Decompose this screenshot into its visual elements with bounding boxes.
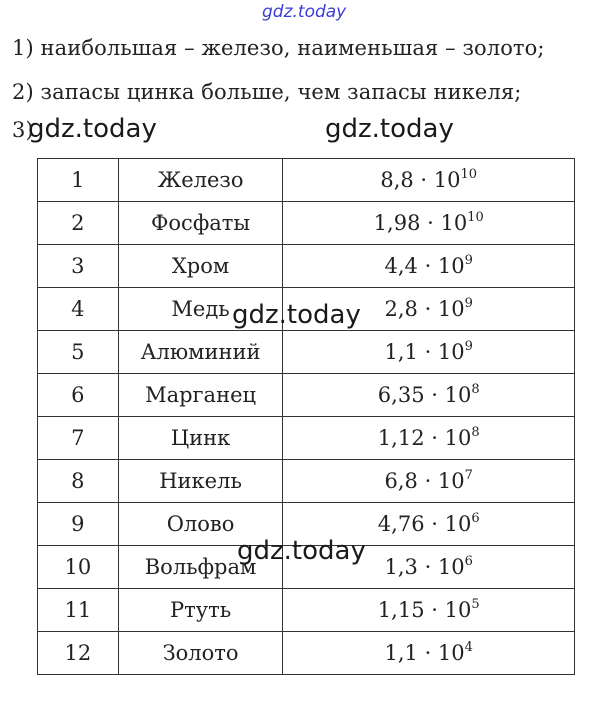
reserves-table [37,158,575,675]
mantissa: 6,35 [377,383,425,407]
exponent: 10 [467,210,484,225]
multiply-sign: · [417,340,438,364]
base: 10 [437,641,465,665]
resource-name: Никель [118,460,283,503]
base: 10 [437,469,465,493]
row-number: 9 [38,503,119,546]
answer-line-3: 3) [12,118,34,142]
reserve-value [283,460,575,503]
resource-name: Цинк [118,417,283,460]
table-row [38,202,575,245]
reserve-value [283,374,575,417]
mantissa: 1,1 [384,641,418,665]
base: 10 [444,383,472,407]
base: 10 [437,340,465,364]
multiply-sign: · [424,598,445,622]
exponent: 8 [471,425,480,440]
multiply-sign: · [417,641,438,665]
base: 10 [444,598,472,622]
table-row [38,159,575,202]
exponent: 7 [464,468,473,483]
table-row [38,460,575,503]
multiply-sign: · [424,426,445,450]
row-number: 12 [38,632,119,675]
exponent: 9 [464,253,473,268]
row-number: 4 [38,288,119,331]
resource-name: Марганец [118,374,283,417]
mantissa: 2,8 [384,297,418,321]
multiply-sign: · [420,211,441,235]
exponent: 9 [464,296,473,311]
exponent: 6 [471,511,480,526]
base: 10 [437,555,465,579]
base: 10 [437,254,465,278]
row-number: 5 [38,331,119,374]
answer-line-1: 1) наибольшая – железо, наименьшая – золото; [12,36,545,60]
base: 10 [444,512,472,536]
reserve-value [283,202,575,245]
multiply-sign: · [417,254,438,278]
multiply-sign: · [413,168,434,192]
base: 10 [437,297,465,321]
base: 10 [444,426,472,450]
mantissa: 1,98 [373,211,421,235]
watermark-top: gdz.today [262,2,347,22]
row-number: 3 [38,245,119,288]
answer-line-2: 2) запасы цинка больше, чем запасы никеля; [12,80,522,104]
mantissa: 1,12 [377,426,425,450]
table-row [38,331,575,374]
reserve-value [283,589,575,632]
table-row [38,374,575,417]
multiply-sign: · [417,297,438,321]
resource-name: Алюминий [118,331,283,374]
resource-name: Вольфрам [118,546,283,589]
watermark: gdz.today [237,536,366,566]
exponent: 9 [464,339,473,354]
row-number: 11 [38,589,119,632]
reserve-value [283,159,575,202]
exponent: 4 [464,640,473,655]
mantissa: 1,15 [377,598,425,622]
base: 10 [440,211,468,235]
reserve-value [283,417,575,460]
multiply-sign: · [417,555,438,579]
watermark: gdz.today [232,300,361,330]
row-number: 6 [38,374,119,417]
multiply-sign: · [424,383,445,407]
resource-name: Медь [118,288,283,331]
exponent: 6 [464,554,473,569]
exponent: 5 [471,597,480,612]
table-row [38,417,575,460]
exponent: 8 [471,382,480,397]
resource-name: Золото [118,632,283,675]
base: 10 [433,168,461,192]
row-number: 2 [38,202,119,245]
row-number: 8 [38,460,119,503]
mantissa: 1,3 [384,555,418,579]
reserve-value [283,245,575,288]
resource-name: Железо [118,159,283,202]
multiply-sign: · [417,469,438,493]
reserve-value [283,331,575,374]
reserve-value [283,632,575,675]
mantissa: 6,8 [384,469,418,493]
resource-name: Хром [118,245,283,288]
mantissa: 1,1 [384,340,418,364]
exponent: 10 [460,167,478,182]
resource-name: Олово [118,503,283,546]
table-row [38,589,575,632]
table-row [38,632,575,675]
resource-name: Фосфаты [118,202,283,245]
row-number: 7 [38,417,119,460]
row-number: 1 [38,159,119,202]
mantissa: 4,76 [377,512,425,536]
table-row [38,245,575,288]
watermark: gdz.today [325,114,454,144]
mantissa: 4,4 [384,254,418,278]
mantissa: 8,8 [380,168,414,192]
watermark: gdz.today [28,114,157,144]
multiply-sign: · [424,512,445,536]
resource-name: Ртуть [118,589,283,632]
row-number: 10 [38,546,119,589]
